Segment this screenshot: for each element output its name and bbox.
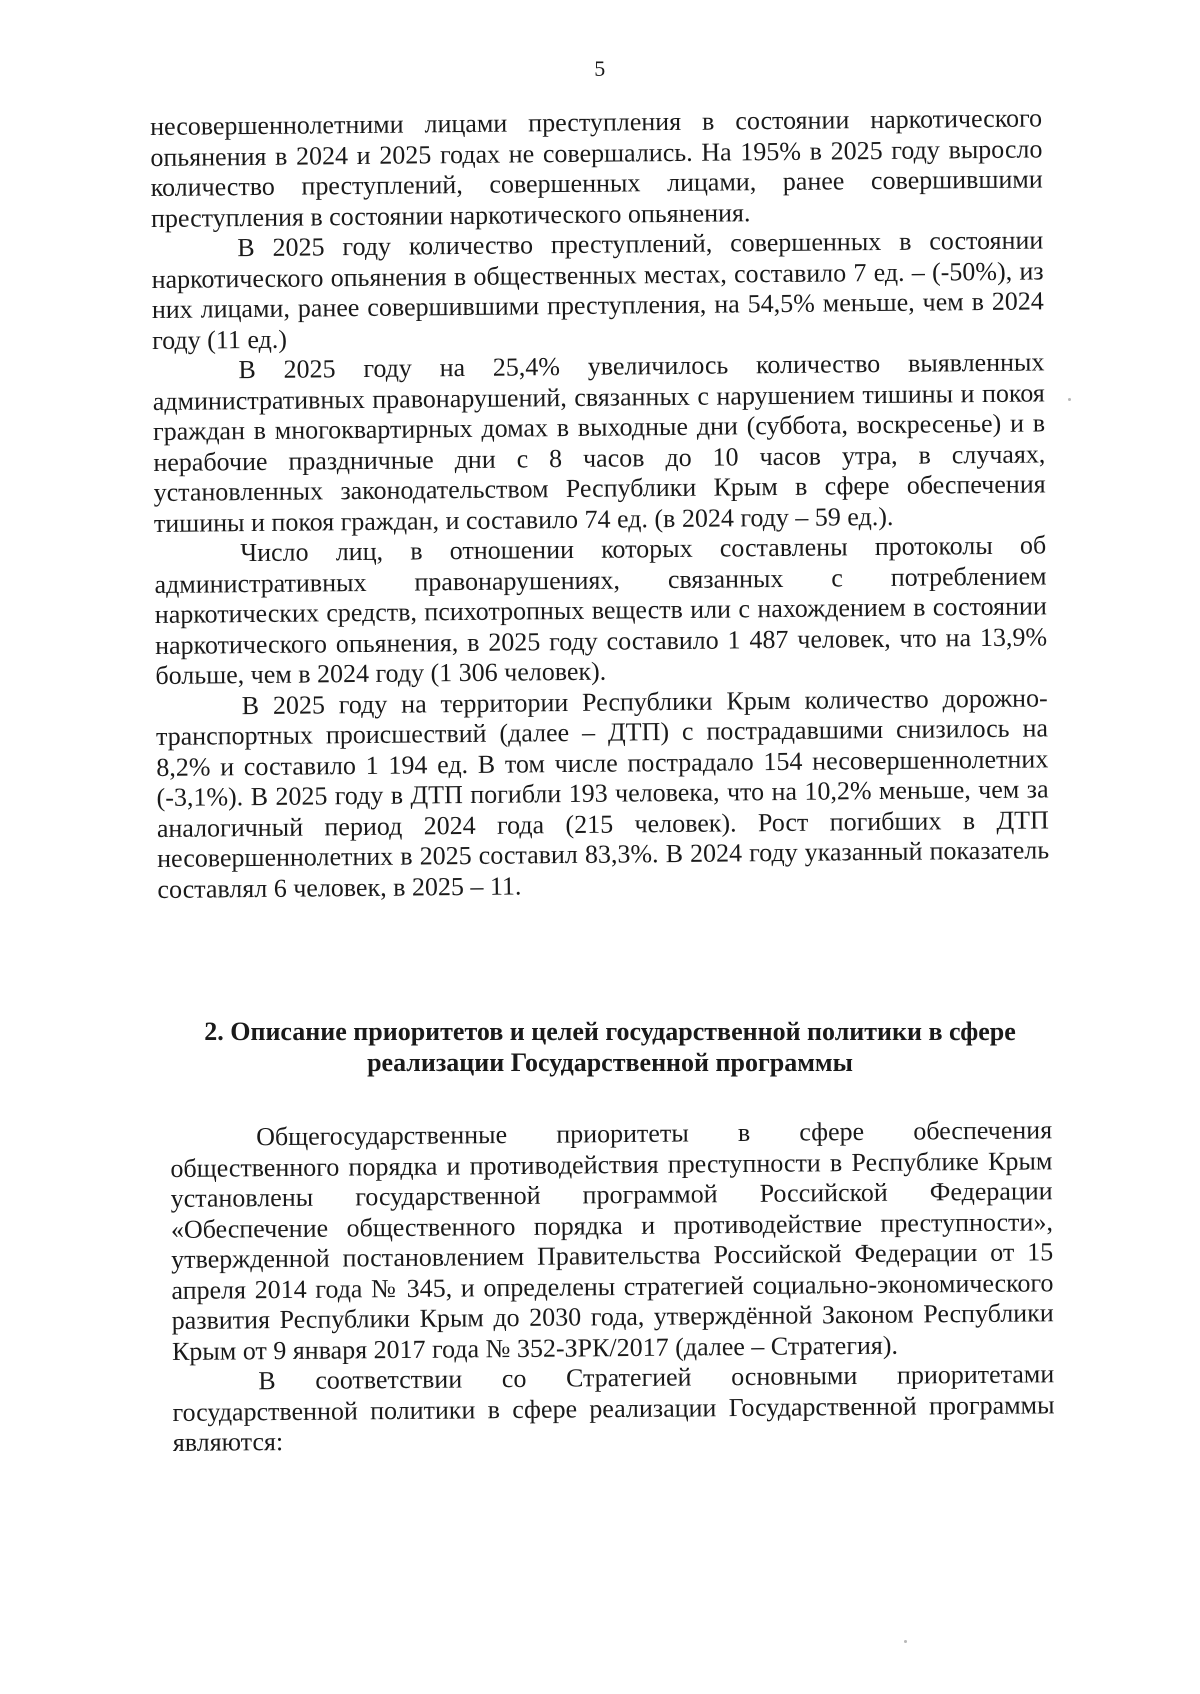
paragraph-strategy: В соответствии со Стратегией основными приоритетами государственной политики в сфере реализации Государственной программы являются: [172,1359,1055,1457]
paragraph-drug-protocols: Число лиц, в отношении которых составлены протоколы об административных правонарушениях, связанных с потреблением наркотических средств, психотропных веществ или с нахождением в состоянии наркотического опьянения, в 2025 году составило 1 487 человек, что на 13,9% больше, чем в 2024 году (1 306 человек). [154,530,1048,690]
paragraph-public-places: В 2025 году количество преступлений, совершенных в состоянии наркотического опьянения в общественных местах, составило 7 ед. – (-50%), из них лицами, ранее совершившими преступления, на 54,5% меньше, чем в 2024 году (11 ед.) [151,225,1044,355]
page-number: 5 [594,56,606,81]
paragraph-noise-violations: В 2025 году на 25,4% увеличилось количество выявленных административных правонарушений, связанных с нарушением тишины и покоя граждан в многоквартирных домах в выходные дни (суббота, воскресенье) и в нерабочие праздничные дни с 8 часов до 10 часов утра, в случаях, установленных законодательством Республики Крым в сфере обеспечения тишины и покоя граждан, и составило 74 ед. (в 2024 году – 59 ед.). [152,347,1046,538]
paragraph-continuation: несовершеннолетними лицами преступления в состоянии наркотического опьянения в 2024 и 2025 годах не совершались. На 195% в 2025 году выросло количество преступлений, совершенных лицами, ранее совершившими преступления в состоянии наркотического опьянения. [150,103,1043,233]
body-text-bottom [170,1115,1055,1458]
scan-speck [904,1640,907,1643]
scan-speck [1068,398,1071,401]
paragraph-road-accidents: В 2025 году на территории Республики Крым количество дорожно-транспортных происшествий (далее – ДТП) с пострадавшими снизилось на 8,2% и составило 1 194 ед. В том числе пострадало 154 несовершеннолетних (-3,1%). В 2025 году в ДТП погибли 193 человека, что на 10,2% меньше, чем за аналогичный период 2024 года (215 человек). Рост погибших в ДТП несовершеннолетних в 2025 составил 83,3%. В 2024 году указанный показатель составлял 6 человек, в 2025 – 11. [155,682,1050,904]
section-heading-line-1: 2. Описание приоритетов и целей государственной политики в сфере [204,1017,1016,1046]
paragraph-priorities: Общегосударственные приоритеты в сфере обеспечения общественного порядка и противодействия преступности в Республике Крым установлены государственной программой Российской Федерации «Обеспечение общественного порядка и противодействие преступности», утвержденной постановлением Правительства Российской Федерации от 15 апреля 2014 года № 345, и определены стратегией социально-экономического развития Республики Крым до 2030 года, утверждённой Законом Республики Крым от 9 января 2017 года № 352-ЗРК/2017 (далее – Стратегия). [170,1115,1054,1366]
section-heading [160,1016,1060,1078]
body-text-top [150,103,1050,905]
section-heading-line-2: реализации Государственной программы [367,1048,853,1077]
